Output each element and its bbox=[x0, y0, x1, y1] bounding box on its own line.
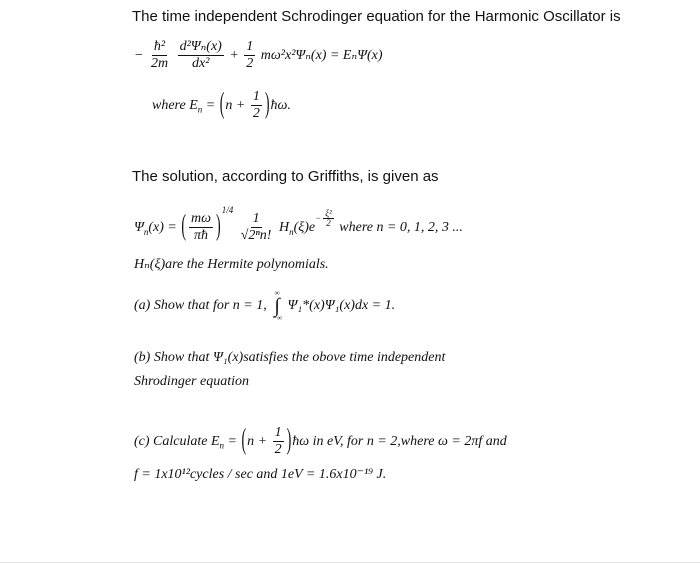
gaussian-exponent bbox=[315, 209, 336, 229]
part-c-left-paren: ( bbox=[241, 424, 247, 457]
m-omega-fraction bbox=[189, 212, 213, 243]
x-equals: (x) = bbox=[148, 220, 181, 235]
part-b-line2: Shrodinger equation bbox=[134, 374, 249, 389]
part-c-line1 bbox=[134, 426, 507, 457]
dx-squared: dx² bbox=[192, 55, 210, 71]
hermite-sub-n: n bbox=[289, 226, 294, 237]
part-c-equals: = bbox=[224, 433, 241, 449]
where-n-range: where n = 0, 1, 2, 3 ... bbox=[335, 220, 463, 235]
m-omega: mω bbox=[191, 211, 212, 227]
hbar-fraction bbox=[149, 40, 170, 71]
solution-equation bbox=[134, 205, 463, 243]
part-c-half-fraction bbox=[273, 426, 284, 457]
integral-lower: −∞ bbox=[272, 314, 282, 322]
n-plus: n + bbox=[225, 97, 246, 113]
part-c-line2: f = 1x10¹²cycles / sec and 1eV = 1.6x10⁻¹⁹ J. bbox=[134, 467, 387, 482]
exp-fraction bbox=[323, 209, 334, 229]
plus-sign: + bbox=[229, 47, 239, 63]
energy-half-num: 1 bbox=[252, 89, 260, 104]
sol-left-paren: ( bbox=[181, 211, 187, 243]
energy-half-fraction bbox=[251, 90, 262, 121]
psi-sub-n: n bbox=[143, 226, 149, 237]
hermite-note: Hₙ(ξ)are the Hermite polynomials. bbox=[134, 257, 329, 272]
second-derivative-psi: d²Ψₙ(x) bbox=[179, 39, 222, 54]
quarter-power: 1/4 bbox=[221, 205, 234, 215]
hermite-h: H bbox=[278, 220, 290, 235]
hbar-squared: ħ² bbox=[153, 39, 166, 54]
potential-term: mω²x²Ψₙ(x) = EₙΨ(x) bbox=[260, 47, 383, 63]
hbar-omega: ħω. bbox=[270, 97, 291, 113]
norm-num: 1 bbox=[252, 211, 260, 227]
part-c-tail: ħω in eV, for n = 2,where ω = 2πf and bbox=[292, 433, 507, 449]
energy-half-den: 2 bbox=[252, 105, 260, 121]
part-c-half-den: 2 bbox=[274, 441, 282, 457]
normalization-fraction bbox=[239, 212, 274, 243]
norm-den: √2ⁿn! bbox=[240, 227, 272, 243]
half-den: 2 bbox=[246, 55, 254, 71]
part-a-text: (a) Show that for n = 1, bbox=[134, 298, 267, 314]
part-b-line1: (b) Show that Ψ₁(x)satisfies the obove time independent bbox=[134, 350, 446, 365]
where-e: where E bbox=[152, 97, 198, 113]
energy-sub-n: n bbox=[197, 104, 203, 115]
part-c-half-num: 1 bbox=[274, 425, 282, 440]
energy-equals: = bbox=[202, 97, 219, 113]
integrand: Ψ₁*(x)Ψ₁(x)dx = 1. bbox=[287, 298, 396, 314]
part-c-right-paren: ) bbox=[286, 424, 292, 457]
minus-sign: − bbox=[134, 47, 144, 63]
half-fraction bbox=[244, 40, 255, 71]
intro-text: The time independent Schrodinger equation for the Harmonic Oscillator is bbox=[132, 8, 621, 25]
exp-num: ξ² bbox=[325, 207, 332, 218]
part-c-n-plus: n + bbox=[247, 433, 268, 449]
part-a bbox=[134, 290, 395, 322]
two-m: 2m bbox=[150, 55, 169, 71]
integral-upper: ∞ bbox=[274, 289, 280, 297]
exp-den: 2 bbox=[326, 218, 331, 229]
left-paren: ( bbox=[219, 88, 225, 121]
integral-sign bbox=[272, 290, 282, 322]
sol-right-paren: ) bbox=[216, 211, 221, 243]
part-c-sub-n: n bbox=[219, 440, 225, 451]
derivative-fraction bbox=[178, 40, 224, 71]
exp-minus: − bbox=[315, 213, 322, 223]
schrodinger-equation bbox=[134, 40, 383, 71]
psi-lhs: Ψ bbox=[134, 220, 144, 235]
part-c-lead: (c) Calculate E bbox=[134, 433, 220, 449]
integral-symbol: ∫ bbox=[274, 295, 280, 317]
half-num: 1 bbox=[246, 39, 254, 54]
right-paren: ) bbox=[264, 88, 270, 121]
energy-definition bbox=[152, 90, 291, 121]
solution-intro-text: The solution, according to Griffiths, is given as bbox=[132, 168, 439, 185]
pi-hbar: πħ bbox=[194, 227, 209, 243]
hermite-arg: (ξ)e bbox=[293, 220, 316, 235]
